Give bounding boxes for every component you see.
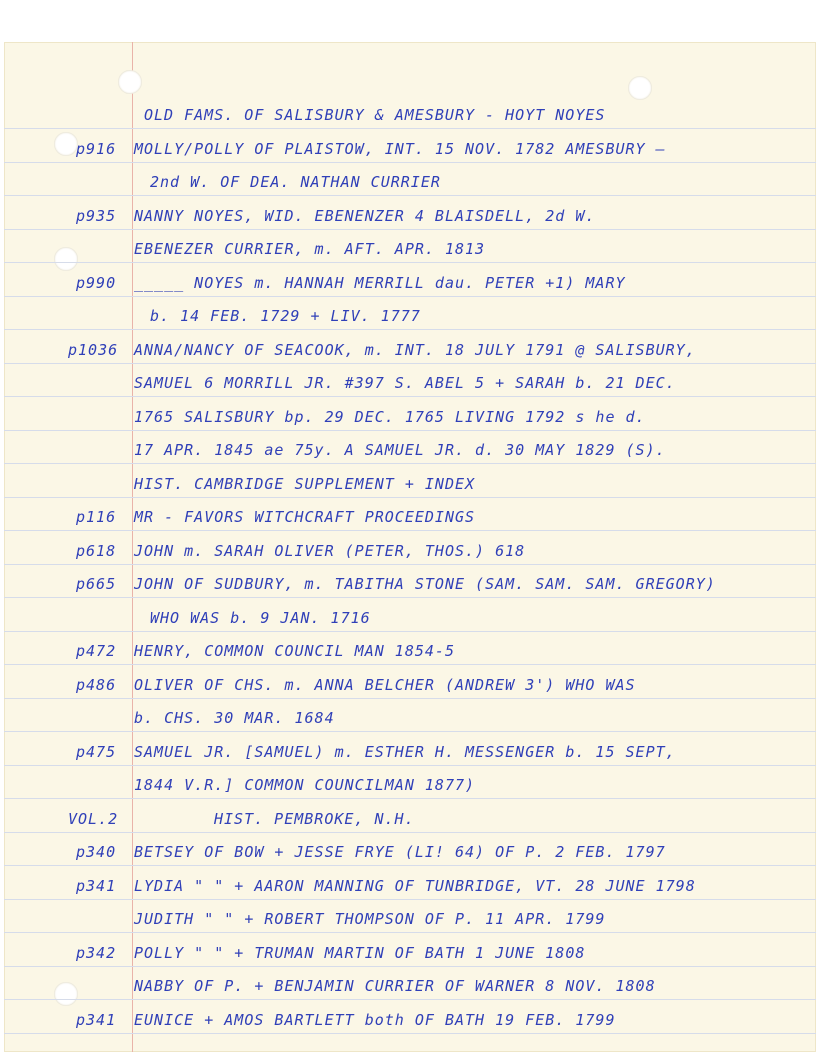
page-reference: p916 [76, 139, 117, 158]
note-text: ANNA/NANCY OF SEACOOK, m. INT. 18 JULY 1791 @ SALISBURY, [134, 340, 696, 359]
note-line [4, 768, 816, 799]
page-reference: p472 [76, 642, 117, 660]
note-text: JUDITH " " + ROBERT THOMPSON OF P. 11 APR. 1799 [134, 910, 606, 928]
note-text: _____ NOYES m. HANNAH MERRILL dau. PETER +1) MARY [134, 273, 626, 292]
note-text: WHO WAS b. 9 JAN. 1716 [150, 608, 371, 627]
note-line [4, 1003, 816, 1034]
note-text: MOLLY/POLLY OF PLAISTOW, INT. 15 NOV. 1782 AMESBURY — [134, 139, 666, 158]
page-reference: p341 [76, 1010, 117, 1029]
note-line [4, 299, 816, 330]
note-line [4, 433, 816, 464]
note-line [4, 98, 816, 129]
page-reference: p1036 [68, 340, 119, 359]
note-line [4, 199, 816, 230]
note-text: SAMUEL JR. [SAMUEL) m. ESTHER H. MESSENGER b. 15 SEPT, [134, 742, 676, 761]
note-line [4, 467, 816, 498]
page-reference: p486 [76, 675, 117, 694]
note-line [4, 534, 816, 565]
note-line [4, 668, 816, 699]
note-text: BETSEY OF BOW + JESSE FRYE (LI! 64) OF P. 2 FEB. 1797 [134, 843, 666, 861]
note-text: NANNY NOYES, WID. EBENENZER 4 BLAISDELL, 2d W. [134, 206, 596, 225]
note-text: OLD FAMS. OF SALISBURY & AMESBURY - HOYT NOYES [144, 106, 606, 124]
page-reference: p665 [76, 575, 117, 593]
page-reference: p340 [76, 843, 117, 861]
note-line [4, 400, 816, 431]
note-text: POLLY " " + TRUMAN MARTIN OF BATH 1 JUNE 1808 [134, 943, 586, 962]
note-line [4, 567, 816, 598]
note-line [4, 735, 816, 766]
note-line [4, 835, 816, 866]
note-text: 1844 V.R.] COMMON COUNCILMAN 1877) [134, 776, 476, 794]
note-line [4, 232, 816, 263]
note-line [4, 634, 816, 665]
note-line [4, 601, 816, 632]
note-text: JOHN m. SARAH OLIVER (PETER, THOS.) 618 [134, 541, 526, 560]
note-text: SAMUEL 6 MORRILL JR. #397 S. ABEL 5 + SARAH b. 21 DEC. [134, 374, 676, 392]
note-text: LYDIA " " + AARON MANNING OF TUNBRIDGE, VT. 28 JUNE 1798 [134, 876, 696, 895]
note-line [4, 701, 816, 732]
note-text: OLIVER OF CHS. m. ANNA BELCHER (ANDREW 3') WHO WAS [134, 675, 636, 694]
note-line [4, 869, 816, 900]
note-text: HIST. PEMBROKE, N.H. [214, 809, 415, 828]
page-reference: p618 [76, 541, 117, 560]
note-text: 1765 SALISBURY bp. 29 DEC. 1765 LIVING 1792 s he d. [134, 407, 646, 426]
page-reference: p341 [76, 876, 117, 895]
page-reference: p342 [76, 943, 117, 962]
note-line [4, 132, 816, 163]
note-line [4, 936, 816, 967]
note-text: b. 14 FEB. 1729 + LIV. 1777 [150, 307, 421, 325]
note-line [4, 333, 816, 364]
note-text: NABBY OF P. + BENJAMIN CURRIER OF WARNER 8 NOV. 1808 [134, 977, 656, 995]
page-reference: p116 [76, 508, 117, 526]
note-text: HIST. CAMBRIDGE SUPPLEMENT + INDEX [134, 474, 476, 493]
note-line [4, 802, 816, 833]
note-line [4, 366, 816, 397]
note-text: HENRY, COMMON COUNCIL MAN 1854-5 [134, 642, 455, 660]
note-text: 17 APR. 1845 ae 75y. A SAMUEL JR. d. 30 MAY 1829 (S). [134, 441, 666, 459]
notebook-page [4, 42, 816, 1052]
note-text: 2nd W. OF DEA. NATHAN CURRIER [150, 173, 441, 191]
note-line [4, 969, 816, 1000]
page-reference: p990 [76, 273, 117, 292]
punch-hole [628, 76, 652, 100]
note-line [4, 902, 816, 933]
note-text: b. CHS. 30 MAR. 1684 [134, 709, 335, 727]
note-line [4, 165, 816, 196]
note-text: EBENEZER CURRIER, m. AFT. APR. 1813 [134, 240, 486, 258]
note-line [4, 500, 816, 531]
note-text: EUNICE + AMOS BARTLETT both OF BATH 19 FEB. 1799 [134, 1010, 616, 1029]
page-reference: VOL.2 [68, 809, 119, 828]
page-reference: p935 [76, 206, 117, 225]
note-text: MR - FAVORS WITCHCRAFT PROCEEDINGS [134, 508, 476, 526]
page-reference: p475 [76, 742, 117, 761]
punch-hole [118, 70, 142, 94]
note-text: JOHN OF SUDBURY, m. TABITHA STONE (SAM. SAM. SAM. GREGORY) [134, 575, 716, 593]
note-line [4, 266, 816, 297]
